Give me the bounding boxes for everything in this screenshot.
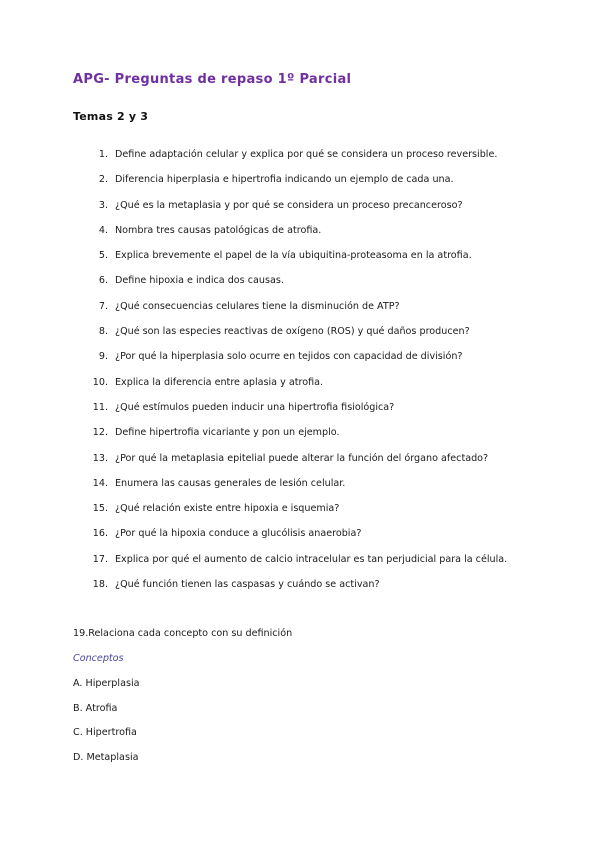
question-list [86, 148, 507, 603]
question-number: 1. [98, 149, 108, 160]
question-item [86, 199, 507, 224]
question-text: Define hipoxia e indica dos causas. [115, 275, 284, 287]
question-number: 5. [98, 250, 108, 262]
question-item [86, 578, 507, 603]
question-text: ¿Por qué la hipoxia conduce a glucólisis anaerobia? [115, 528, 362, 540]
question-number: 18. [92, 579, 108, 591]
question-item [86, 401, 507, 426]
question-number: 4. [98, 224, 108, 236]
question-item [86, 300, 507, 325]
concepts-heading: Conceptos [73, 653, 124, 664]
question-number: 12. [92, 427, 108, 439]
concept-item: A. Hiperplasia [73, 678, 140, 689]
question-number: 9. [98, 351, 108, 363]
question-text: Explica la diferencia entre aplasia y atrofia. [115, 376, 324, 388]
concept-item: C. Hipertrofia [73, 727, 137, 738]
question-text: ¿Por qué la hiperplasia solo ocurre en tejidos con capacidad de división? [115, 351, 463, 363]
question-text: Explica brevemente el papel de la vía ubiquitina-proteasoma en la atrofia. [115, 250, 472, 262]
question-number: 2. [98, 174, 108, 186]
question-item [86, 325, 507, 350]
question-text: ¿Qué es la metaplasia y por qué se considera un proceso precanceroso? [115, 199, 463, 211]
question-item [86, 376, 507, 401]
concept-list [73, 677, 140, 775]
question-item [86, 173, 507, 198]
question-text: Explica por qué el aumento de calcio intracelular es tan perjudicial para la célula. [115, 553, 508, 565]
question-item [86, 477, 507, 502]
section-subtitle: Temas 2 y 3 [73, 110, 149, 123]
question-text: Define adaptación celular y explica por qué se considera un proceso reversible. [115, 149, 498, 160]
question-text: Enumera las causas generales de lesión celular. [115, 477, 346, 489]
question-number: 17. [92, 553, 108, 565]
question-item [86, 527, 507, 552]
question-item [86, 452, 507, 477]
question-text: ¿Qué estímulos pueden inducir una hipertrofia fisiológica? [115, 401, 395, 413]
question-item [86, 350, 507, 375]
question-19: 19.Relaciona cada concepto con su definición [73, 628, 293, 639]
question-item [86, 224, 507, 249]
question-item [86, 274, 507, 299]
question-number: 15. [92, 503, 108, 515]
concept-item: B. Atrofia [73, 702, 118, 714]
question-number: 14. [92, 477, 108, 489]
question-text: ¿Qué relación existe entre hipoxia e isquemia? [115, 503, 340, 515]
question-text: ¿Qué son las especies reactivas de oxígeno (ROS) y qué daños producen? [115, 326, 470, 338]
concept-item: D. Metaplasia [73, 751, 139, 763]
question-text: Diferencia hiperplasia e hipertrofia indicando un ejemplo de cada una. [115, 174, 454, 186]
question-item [86, 553, 507, 578]
question-text: Nombra tres causas patológicas de atrofia. [115, 224, 322, 236]
question-text: ¿Qué consecuencias celulares tiene la disminución de ATP? [115, 300, 400, 312]
question-text: Define hipertrofia vicariante y pon un ejemplo. [115, 427, 340, 439]
document-title: APG- Preguntas de repaso 1º Parcial [73, 72, 352, 87]
question-number: 11. [92, 401, 108, 413]
question-number: 3. [98, 199, 108, 211]
question-text: ¿Qué función tienen las caspasas y cuándo se activan? [115, 579, 380, 591]
question-number: 7. [98, 300, 108, 312]
question-item [86, 502, 507, 527]
question-text: ¿Por qué la metaplasia epitelial puede alterar la función del órgano afectado? [115, 452, 489, 464]
question-number: 13. [92, 452, 108, 464]
question-number: 10. [92, 376, 108, 388]
question-number: 8. [98, 326, 108, 338]
question-item [86, 148, 507, 173]
question-number: 16. [92, 528, 108, 540]
question-item [86, 426, 507, 451]
question-item [86, 249, 507, 274]
question-number: 6. [98, 275, 108, 287]
